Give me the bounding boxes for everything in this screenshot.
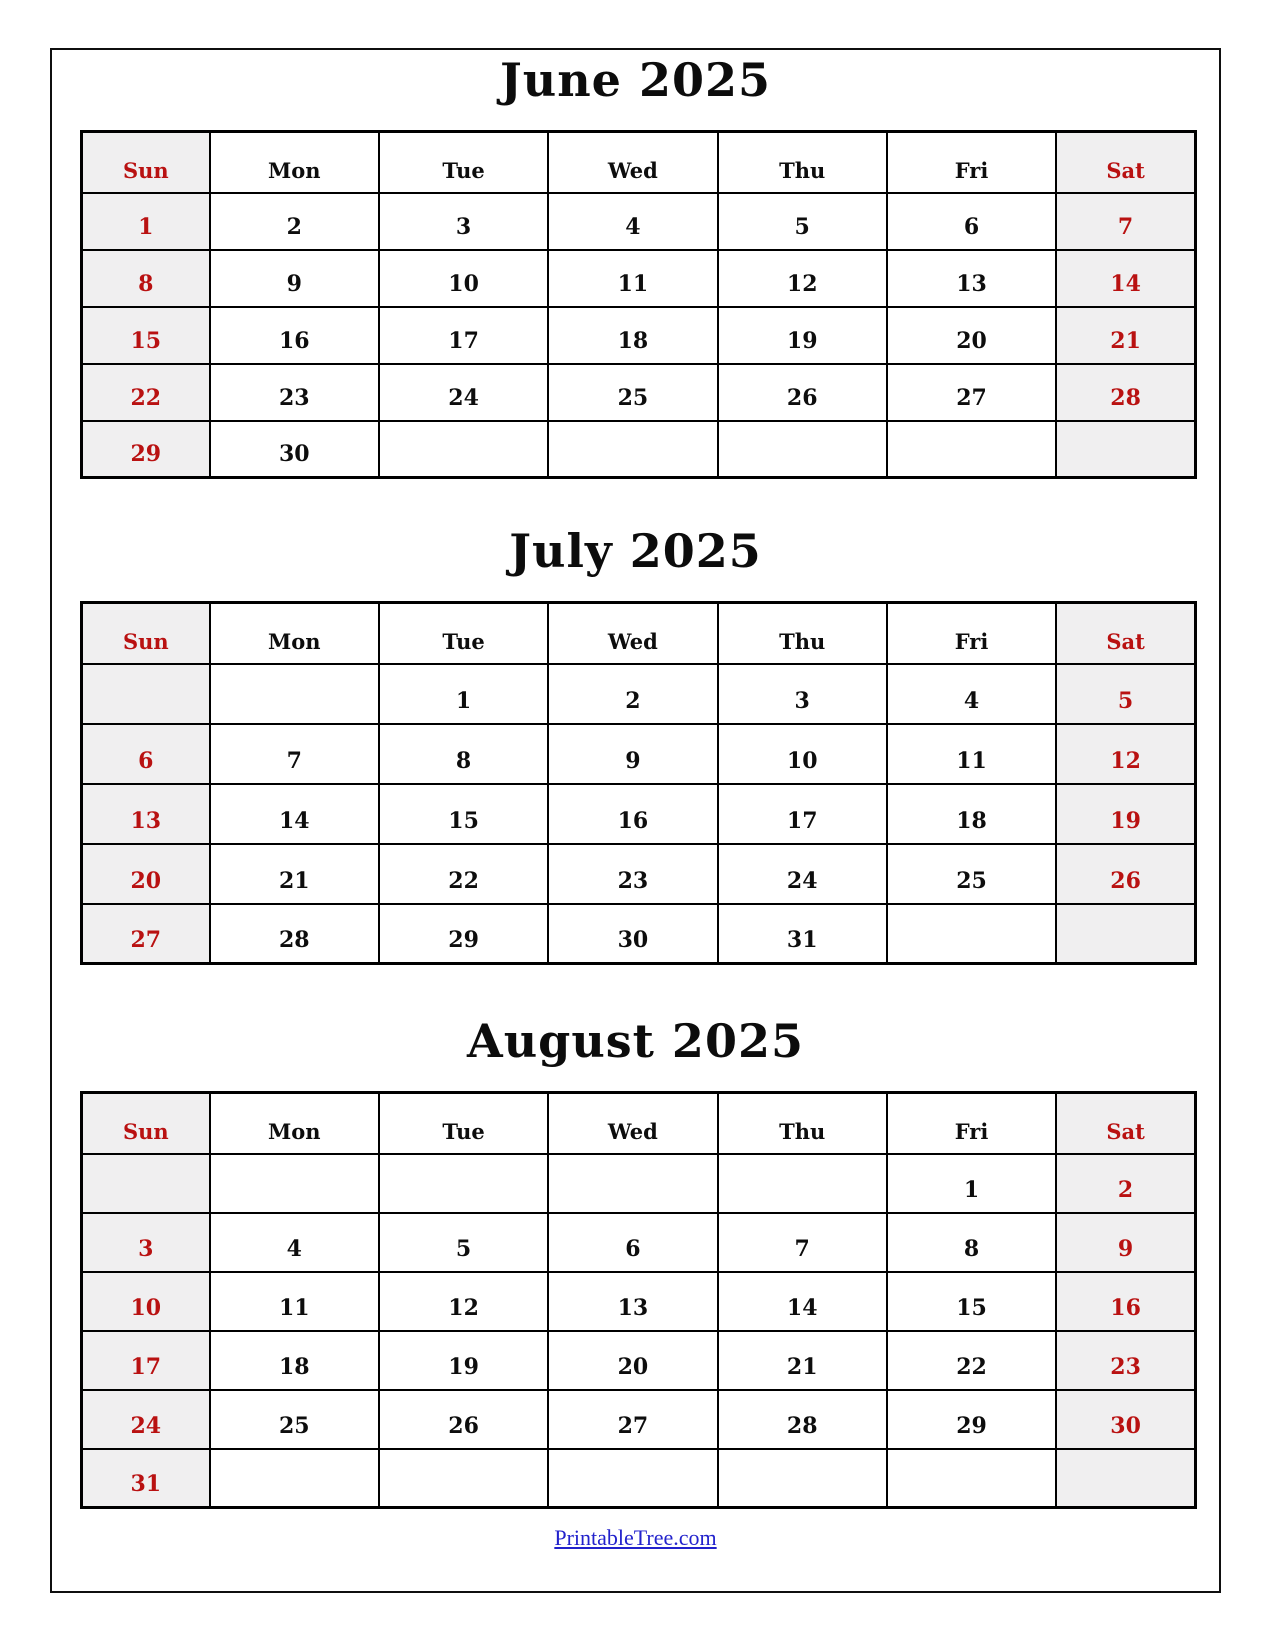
week-row (82, 250, 1196, 307)
day-cell: 23 (210, 364, 379, 421)
day-cell: 24 (718, 844, 887, 904)
day-header-wed: Wed (548, 132, 717, 193)
day-cell: 28 (210, 904, 379, 964)
calendar-table-june (80, 130, 1197, 479)
day-cell: 8 (82, 250, 210, 307)
day-cell: 24 (82, 1390, 210, 1449)
day-cell: 27 (548, 1390, 717, 1449)
day-cell: 23 (1056, 1331, 1195, 1390)
empty-day-cell (1056, 421, 1195, 478)
day-cell: 11 (210, 1272, 379, 1331)
day-header-fri: Fri (887, 132, 1056, 193)
empty-day-cell (210, 1449, 379, 1508)
empty-day-cell (718, 1154, 887, 1213)
empty-day-cell (1056, 904, 1195, 964)
day-cell: 16 (1056, 1272, 1195, 1331)
day-cell: 18 (887, 784, 1056, 844)
empty-day-cell (718, 421, 887, 478)
day-cell: 31 (82, 1449, 210, 1508)
day-cell: 2 (210, 193, 379, 250)
day-header-mon: Mon (210, 132, 379, 193)
day-header-tue: Tue (379, 603, 548, 664)
day-cell: 6 (548, 1213, 717, 1272)
week-row (82, 1331, 1196, 1390)
day-header-fri: Fri (887, 1093, 1056, 1154)
month-title-august: August 2025 (467, 1014, 804, 1068)
day-cell: 18 (210, 1331, 379, 1390)
day-cell: 22 (379, 844, 548, 904)
day-cell: 11 (548, 250, 717, 307)
day-header-sat: Sat (1056, 132, 1195, 193)
day-cell: 20 (548, 1331, 717, 1390)
week-row (82, 784, 1196, 844)
week-row (82, 724, 1196, 784)
day-cell: 15 (887, 1272, 1056, 1331)
day-cell: 10 (718, 724, 887, 784)
day-cell: 3 (379, 193, 548, 250)
day-cell: 17 (718, 784, 887, 844)
day-cell: 2 (548, 664, 717, 724)
empty-day-cell (82, 664, 210, 724)
empty-day-cell (379, 1154, 548, 1213)
day-cell: 14 (718, 1272, 887, 1331)
empty-day-cell (887, 1449, 1056, 1508)
calendar-table-august (80, 1091, 1197, 1509)
day-cell: 9 (1056, 1213, 1195, 1272)
day-cell: 20 (887, 307, 1056, 364)
day-header-mon: Mon (210, 603, 379, 664)
day-cell: 1 (379, 664, 548, 724)
day-cell: 15 (82, 307, 210, 364)
day-cell: 4 (210, 1213, 379, 1272)
empty-day-cell (379, 1449, 548, 1508)
empty-day-cell (887, 904, 1056, 964)
day-cell: 17 (82, 1331, 210, 1390)
day-cell: 30 (1056, 1390, 1195, 1449)
footer (52, 1525, 1219, 1551)
day-cell: 26 (718, 364, 887, 421)
day-cell: 1 (887, 1154, 1056, 1213)
day-cell: 8 (887, 1213, 1056, 1272)
day-cell: 24 (379, 364, 548, 421)
day-cell: 13 (887, 250, 1056, 307)
day-cell: 19 (379, 1331, 548, 1390)
day-cell: 23 (548, 844, 717, 904)
day-cell: 25 (548, 364, 717, 421)
day-cell: 21 (210, 844, 379, 904)
week-row (82, 364, 1196, 421)
week-row (82, 1272, 1196, 1331)
day-cell: 2 (1056, 1154, 1195, 1213)
month-title-june: June 2025 (500, 53, 771, 107)
day-cell: 18 (548, 307, 717, 364)
empty-day-cell (718, 1449, 887, 1508)
day-cell: 3 (718, 664, 887, 724)
day-cell: 14 (210, 784, 379, 844)
empty-day-cell (548, 421, 717, 478)
day-cell: 29 (82, 421, 210, 478)
day-cell: 5 (718, 193, 887, 250)
day-cell: 4 (887, 664, 1056, 724)
day-header-tue: Tue (379, 132, 548, 193)
day-cell: 19 (1056, 784, 1195, 844)
day-header-thu: Thu (718, 1093, 887, 1154)
day-header-sat: Sat (1056, 603, 1195, 664)
day-cell: 4 (548, 193, 717, 250)
week-row (82, 421, 1196, 478)
day-cell: 22 (82, 364, 210, 421)
day-cell: 17 (379, 307, 548, 364)
day-header-wed: Wed (548, 1093, 717, 1154)
day-cell: 10 (82, 1272, 210, 1331)
day-cell: 19 (718, 307, 887, 364)
day-cell: 5 (1056, 664, 1195, 724)
day-cell: 28 (1056, 364, 1195, 421)
day-cell: 6 (82, 724, 210, 784)
day-cell: 29 (379, 904, 548, 964)
day-cell: 3 (82, 1213, 210, 1272)
day-cell: 9 (548, 724, 717, 784)
day-header-thu: Thu (718, 603, 887, 664)
day-header-tue: Tue (379, 1093, 548, 1154)
empty-day-cell (210, 1154, 379, 1213)
day-cell: 7 (1056, 193, 1195, 250)
day-cell: 20 (82, 844, 210, 904)
day-cell: 13 (548, 1272, 717, 1331)
day-cell: 25 (210, 1390, 379, 1449)
day-cell: 26 (379, 1390, 548, 1449)
day-cell: 15 (379, 784, 548, 844)
day-cell: 7 (210, 724, 379, 784)
day-cell: 28 (718, 1390, 887, 1449)
empty-day-cell (210, 664, 379, 724)
day-cell: 11 (887, 724, 1056, 784)
day-header-fri: Fri (887, 603, 1056, 664)
week-row (82, 904, 1196, 964)
day-cell: 12 (718, 250, 887, 307)
calendar-table-july (80, 601, 1197, 965)
empty-day-cell (548, 1449, 717, 1508)
empty-day-cell (379, 421, 548, 478)
day-cell: 6 (887, 193, 1056, 250)
week-row (82, 1449, 1196, 1508)
day-cell: 16 (548, 784, 717, 844)
day-cell: 7 (718, 1213, 887, 1272)
day-cell: 25 (887, 844, 1056, 904)
day-cell: 27 (887, 364, 1056, 421)
day-cell: 9 (210, 250, 379, 307)
day-cell: 12 (379, 1272, 548, 1331)
day-cell: 30 (210, 421, 379, 478)
day-cell: 12 (1056, 724, 1195, 784)
page-frame (50, 48, 1221, 1593)
day-cell: 13 (82, 784, 210, 844)
day-header-wed: Wed (548, 603, 717, 664)
day-cell: 26 (1056, 844, 1195, 904)
week-row (82, 193, 1196, 250)
week-row (82, 307, 1196, 364)
day-header-thu: Thu (718, 132, 887, 193)
empty-day-cell (887, 421, 1056, 478)
day-header-sun: Sun (82, 603, 210, 664)
week-row (82, 1390, 1196, 1449)
day-cell: 10 (379, 250, 548, 307)
day-cell: 5 (379, 1213, 548, 1272)
day-cell: 1 (82, 193, 210, 250)
day-cell: 8 (379, 724, 548, 784)
day-header-sat: Sat (1056, 1093, 1195, 1154)
empty-day-cell (548, 1154, 717, 1213)
day-header-sun: Sun (82, 1093, 210, 1154)
day-header-mon: Mon (210, 1093, 379, 1154)
day-cell: 31 (718, 904, 887, 964)
footer-link[interactable]: PrintableTree.com (554, 1525, 717, 1550)
month-title-july: July 2025 (509, 524, 762, 578)
week-row (82, 1154, 1196, 1213)
empty-day-cell (82, 1154, 210, 1213)
day-cell: 22 (887, 1331, 1056, 1390)
day-cell: 16 (210, 307, 379, 364)
empty-day-cell (1056, 1449, 1195, 1508)
day-cell: 21 (1056, 307, 1195, 364)
day-cell: 14 (1056, 250, 1195, 307)
day-cell: 21 (718, 1331, 887, 1390)
day-cell: 29 (887, 1390, 1056, 1449)
week-row (82, 1213, 1196, 1272)
day-cell: 30 (548, 904, 717, 964)
day-cell: 27 (82, 904, 210, 964)
week-row (82, 844, 1196, 904)
week-row (82, 664, 1196, 724)
day-header-sun: Sun (82, 132, 210, 193)
